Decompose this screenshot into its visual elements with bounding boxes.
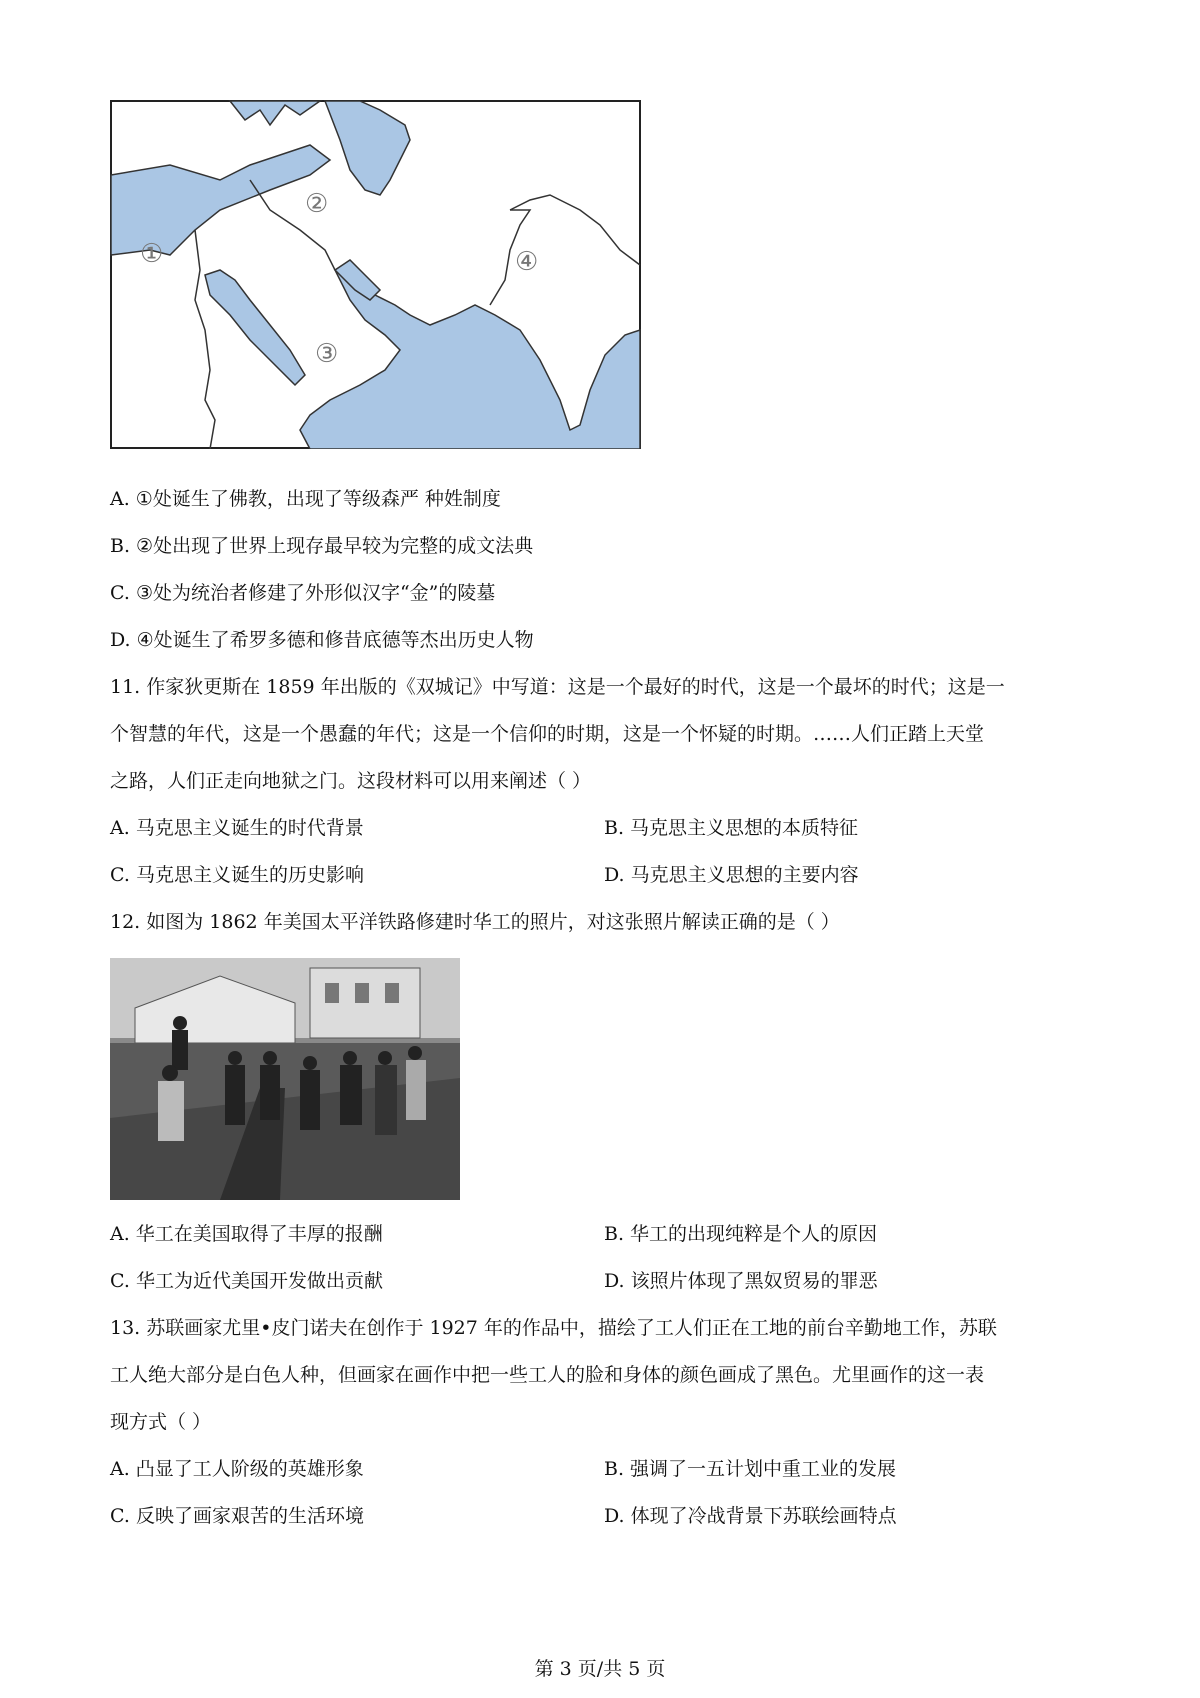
q13-option-a: A. 凸显了工人阶级的英雄形象 <box>110 1458 364 1480</box>
q13-option-c: C. 反映了画家艰苦的生活环境 <box>110 1505 364 1527</box>
q10-option-d: D. ④处诞生了希罗多德和修昔底德等杰出历史人物 <box>110 629 534 651</box>
q13-stem-line-3: 现方式（ ） <box>110 1411 212 1433</box>
q12-option-d: D. 该照片体现了黑奴贸易的罪恶 <box>604 1270 878 1292</box>
q12-option-c: C. 华工为近代美国开发做出贡献 <box>110 1270 383 1292</box>
map-figure <box>110 100 641 449</box>
q11-stem-line-3: 之路，人们正走向地狱之门。这段材料可以用来阐述（ ） <box>110 770 592 792</box>
q12-stem: 12. 如图为 1862 年美国太平洋铁路修建时华工的照片，对这张照片解读正确的是（ ） <box>110 911 840 933</box>
map-marker-2: ② <box>305 189 329 219</box>
q10-option-c: C. ③处为统治者修建了外形似汉字“金”的陵墓 <box>110 582 496 604</box>
q12-option-b: B. 华工的出现纯粹是个人的原因 <box>604 1223 878 1245</box>
page-footer: 第 3 页/共 5 页 <box>534 1658 666 1680</box>
map-marker-3: ③ <box>315 339 339 369</box>
railroad-workers-photo <box>110 958 460 1200</box>
q10-option-a: A. ①处诞生了佛教，出现了等级森严 种姓制度 <box>110 488 501 510</box>
map-marker-1: ① <box>140 239 164 269</box>
q13-stem-line-2: 工人绝大部分是白色人种，但画家在画作中把一些工人的脸和身体的颜色画成了黑色。尤里画作的这一表 <box>110 1364 985 1386</box>
q11-option-c: C. 马克思主义诞生的历史影响 <box>110 864 364 886</box>
q12-option-a: A. 华工在美国取得了丰厚的报酬 <box>110 1223 383 1245</box>
q11-stem-line-1: 11. 作家狄更斯在 1859 年出版的《双城记》中写道：这是一个最好的时代，这是一个最坏的时代；这是一 <box>110 676 1005 698</box>
q11-option-b: B. 马克思主义思想的本质特征 <box>604 817 859 839</box>
q11-option-d: D. 马克思主义思想的主要内容 <box>604 864 859 886</box>
q11-stem-line-2: 个智慧的年代，这是一个愚蠢的年代；这是一个信仰的时期，这是一个怀疑的时期。……人们正踏上天堂 <box>110 723 985 745</box>
q11-option-a: A. 马克思主义诞生的时代背景 <box>110 817 364 839</box>
q13-stem-line-1: 13. 苏联画家尤里•皮门诺夫在创作于 1927 年的作品中，描绘了工人们正在工地的前台辛勤地工作，苏联 <box>110 1317 997 1339</box>
map-marker-4: ④ <box>515 247 539 277</box>
q10-option-b: B. ②处出现了世界上现存最早较为完整的成文法典 <box>110 535 534 557</box>
q13-option-d: D. 体现了冷战背景下苏联绘画特点 <box>604 1505 897 1527</box>
q13-option-b: B. 强调了一五计划中重工业的发展 <box>604 1458 897 1480</box>
